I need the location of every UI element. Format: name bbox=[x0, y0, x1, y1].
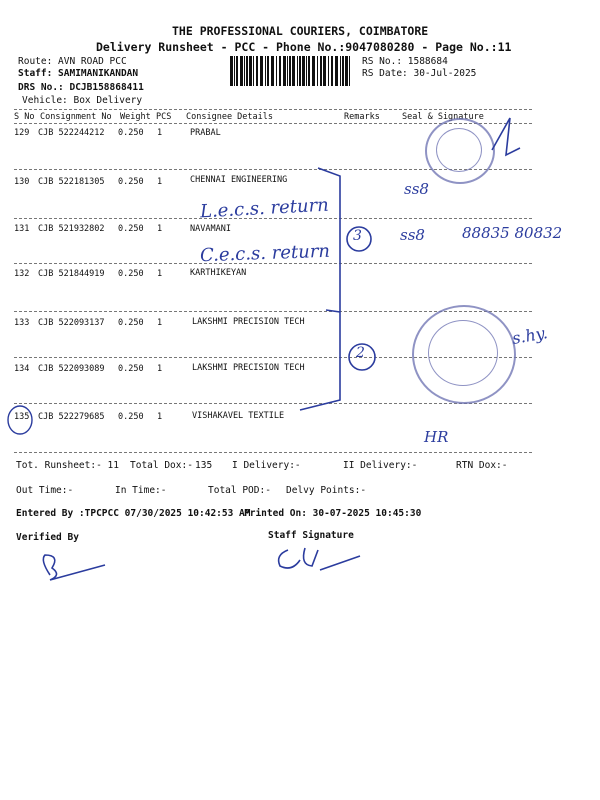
bracket-tick bbox=[326, 310, 340, 312]
row-weight: 0.250 bbox=[118, 412, 144, 422]
col-pcs: PCS bbox=[156, 112, 172, 122]
in-time: In Time:- bbox=[115, 485, 167, 496]
row-sno: 134 bbox=[14, 364, 30, 374]
total-pod: Total POD:- bbox=[208, 485, 271, 496]
rs-number: RS No.: 1588684 bbox=[362, 56, 448, 67]
row-consignment: CJB 521844919 bbox=[38, 269, 105, 279]
row-consignment: CJB 522093137 bbox=[38, 318, 105, 328]
row-consignee: CHENNAI ENGINEERING bbox=[190, 175, 288, 185]
row-weight: 0.250 bbox=[118, 224, 144, 234]
handwritten-phone: 88835 80832 bbox=[462, 224, 563, 242]
col-weight: Weight bbox=[120, 112, 151, 122]
row-pcs: 1 bbox=[157, 318, 163, 328]
verified-signature bbox=[43, 555, 105, 580]
out-time: Out Time:- bbox=[16, 485, 74, 496]
vehicle: Vehicle: Box Delivery bbox=[22, 95, 143, 106]
signature-row-135: HR bbox=[424, 428, 449, 446]
row-consignment: CJB 522244212 bbox=[38, 128, 105, 138]
row-consignment: CJB 522279685 bbox=[38, 412, 105, 422]
row-sno: 130 bbox=[14, 177, 30, 187]
signature-stroke bbox=[492, 118, 520, 155]
row-consignee: PRABAL bbox=[190, 128, 221, 138]
row-consignee: NAVAMANI bbox=[190, 224, 231, 234]
col-consignment-no: Consignment No bbox=[40, 112, 112, 122]
col-consignee: Consignee Details bbox=[186, 112, 273, 122]
delvy-points: Delvy Points:- bbox=[286, 485, 367, 496]
row-pcs: 1 bbox=[157, 269, 163, 279]
col-remarks: Remarks bbox=[344, 112, 380, 122]
row-consignee: KARTHIKEYAN bbox=[190, 268, 247, 278]
remark-cecs-return: C.e.c.s. return bbox=[199, 240, 331, 267]
entered-by: Entered By :TPCPCC 07/30/2025 10:42:53 AM bbox=[16, 508, 251, 519]
row-consignment: CJB 521932802 bbox=[38, 224, 105, 234]
remark-lecs-return: L.e.c.s. return bbox=[199, 194, 330, 223]
row-consignee: VISHAKAVEL TEXTILE bbox=[192, 411, 285, 421]
row-pcs: 1 bbox=[157, 177, 163, 187]
row-consignment: CJB 522093089 bbox=[38, 364, 105, 374]
ii-delivery: II Delivery:- bbox=[343, 460, 418, 471]
row-pcs: 1 bbox=[157, 128, 163, 138]
row-sno: 131 bbox=[14, 224, 30, 234]
signature-row-130: ss8 bbox=[404, 180, 429, 198]
runsheet-subtitle: Delivery Runsheet - PCC - Phone No.:9047080280 - Page No.:11 bbox=[96, 40, 512, 54]
signature-row-133: s.hy. bbox=[510, 323, 549, 348]
drs-number: DRS No.: DCJB158868411 bbox=[18, 82, 144, 93]
staff-signature-mark bbox=[279, 548, 360, 570]
i-delivery: I Delivery:- bbox=[232, 460, 301, 471]
staff-signature-label: Staff Signature bbox=[268, 530, 354, 541]
row-weight: 0.250 bbox=[118, 318, 144, 328]
circle-number-2: 2 bbox=[356, 345, 365, 361]
signature-row-131: ss8 bbox=[400, 226, 425, 244]
tot-runsheet: Tot. Runsheet:- 11 bbox=[16, 460, 119, 471]
col-seal-signature: Seal & Signature bbox=[402, 112, 484, 122]
row-sno: 135 bbox=[14, 412, 30, 422]
row-consignee: LAKSHMI PRECISION TECH bbox=[192, 317, 305, 327]
row-consignee: LAKSHMI PRECISION TECH bbox=[192, 363, 305, 373]
col-sno: S No bbox=[14, 112, 35, 122]
row-pcs: 1 bbox=[157, 364, 163, 374]
total-dox-label: Total Dox:- bbox=[130, 460, 193, 471]
row-weight: 0.250 bbox=[118, 364, 144, 374]
row-pcs: 1 bbox=[157, 412, 163, 422]
verified-by-label: Verified By bbox=[16, 532, 79, 543]
staff: Staff: SAMIMANIKANDAN bbox=[18, 68, 139, 79]
circle-mark-135 bbox=[8, 406, 32, 434]
route: Route: AVN ROAD PCC bbox=[18, 56, 127, 67]
row-sno: 132 bbox=[14, 269, 30, 279]
rtn-dox: RTN Dox:- bbox=[456, 460, 508, 471]
rs-date: RS Date: 30-Jul-2025 bbox=[362, 68, 477, 79]
row-sno: 129 bbox=[14, 128, 30, 138]
row-weight: 0.250 bbox=[118, 177, 144, 187]
circle-number-3: 3 bbox=[353, 228, 362, 244]
row-sno: 133 bbox=[14, 318, 30, 328]
company-title: THE PROFESSIONAL COURIERS, COIMBATORE bbox=[172, 24, 429, 38]
row-weight: 0.250 bbox=[118, 269, 144, 279]
total-dox-value: 135 bbox=[195, 460, 213, 471]
row-consignment: CJB 522181305 bbox=[38, 177, 105, 187]
row-pcs: 1 bbox=[157, 224, 163, 234]
printed-on: Printed On: 30-07-2025 10:45:30 bbox=[244, 508, 422, 519]
row-weight: 0.250 bbox=[118, 128, 144, 138]
